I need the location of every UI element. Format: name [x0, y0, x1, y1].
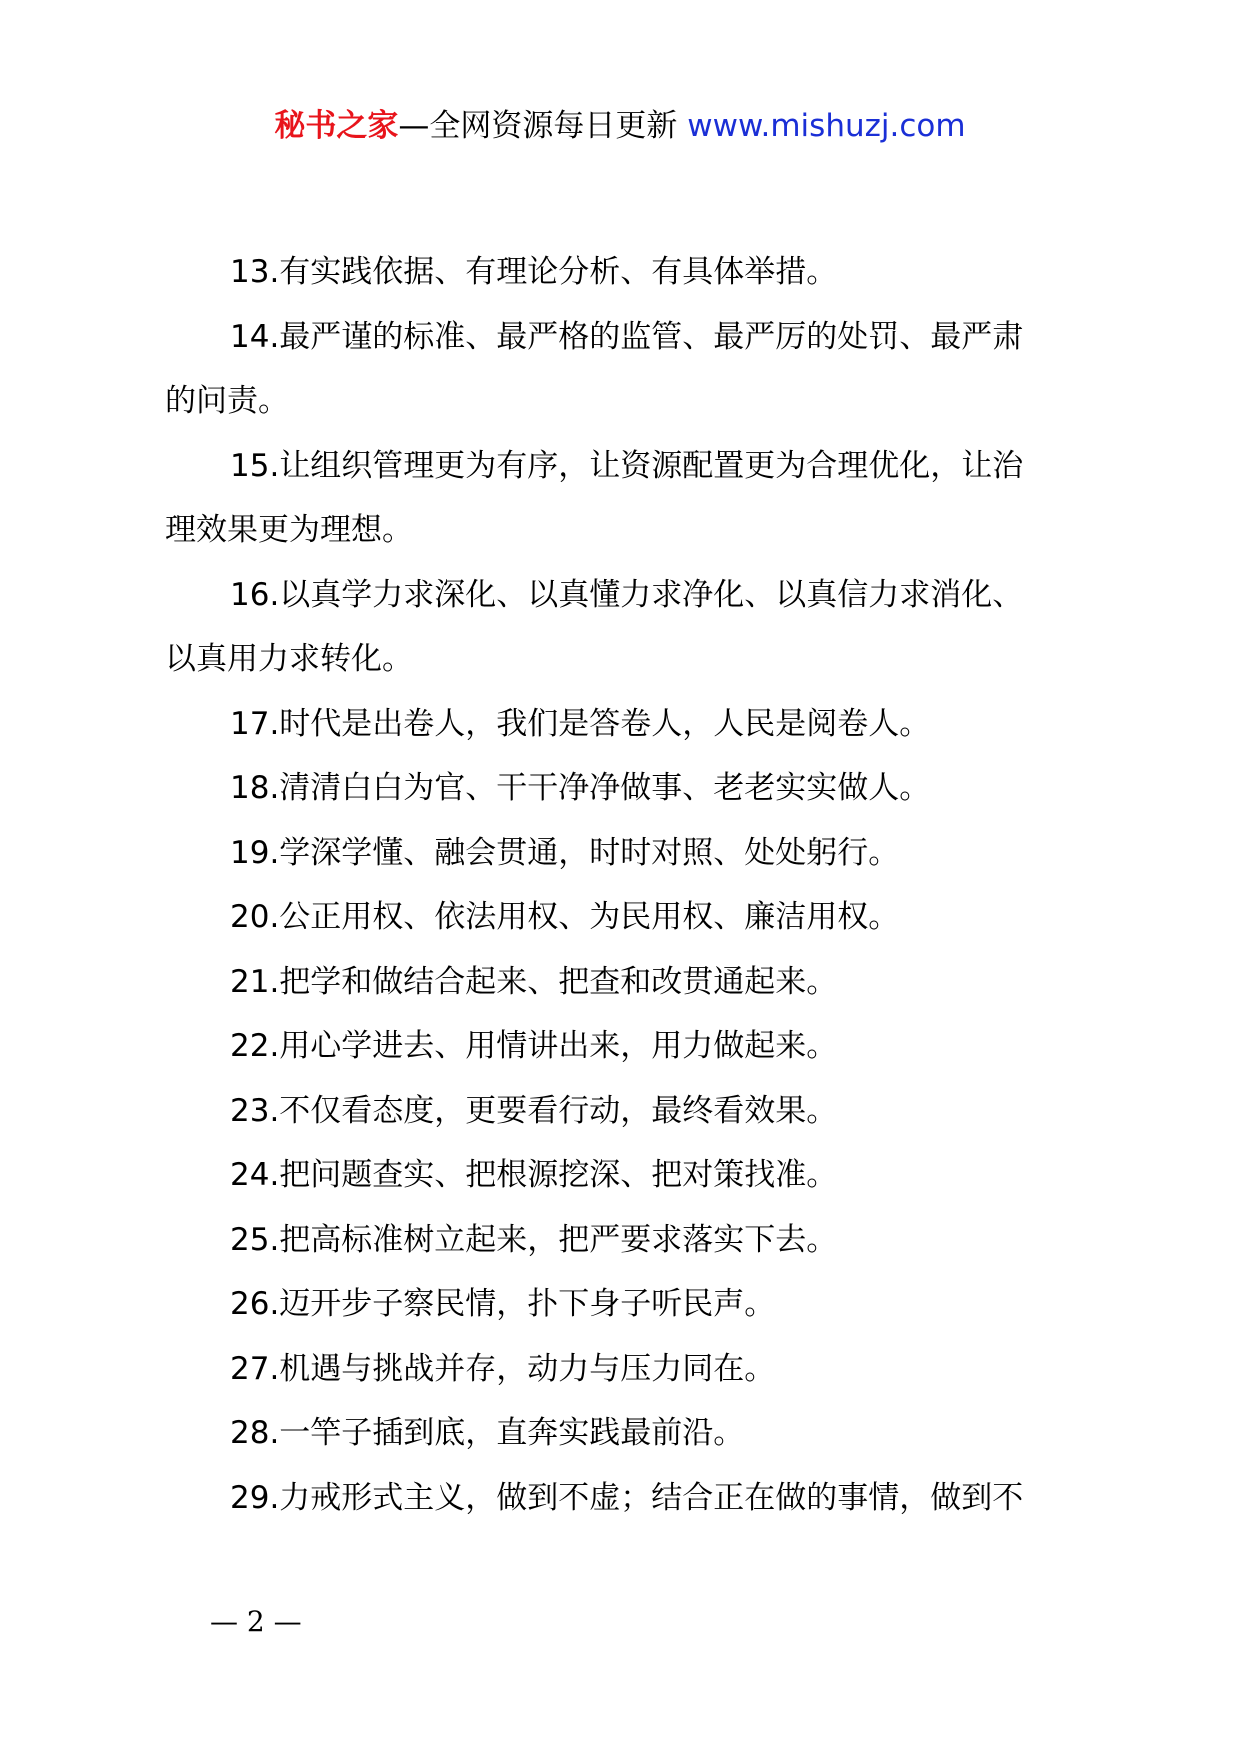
document-body — [165, 240, 1085, 1530]
brand-name: 秘书之家 — [274, 108, 399, 144]
header-slogan: —全网资源每日更新 — [398, 108, 688, 144]
text-line: 19.学深学懂、融会贯通，时时对照、处处躬行。 — [230, 834, 900, 871]
text-line: 23.不仅看态度，更要看行动，最终看效果。 — [230, 1092, 838, 1129]
site-header — [0, 100, 1240, 145]
page-number: — 2 — — [210, 1605, 302, 1638]
text-line: 21.把学和做结合起来、把查和改贯通起来。 — [230, 963, 838, 1000]
text-line: 29.力戒形式主义，做到不虚；结合正在做的事情，做到不 — [230, 1479, 1024, 1516]
text-line: 17.时代是出卷人，我们是答卷人，人民是阅卷人。 — [230, 705, 931, 742]
text-line: 13.有实践依据、有理论分析、有具体举措。 — [230, 254, 838, 290]
text-line: 25.把高标准树立起来，把严要求落实下去。 — [230, 1221, 838, 1258]
text-line: 以真用力求转化。 — [165, 641, 413, 677]
text-line: 15.让组织管理更为有序，让资源配置更为合理优化，让治 — [230, 447, 1024, 484]
text-line: 理效果更为理想。 — [165, 512, 413, 548]
text-line: 14.最严谨的标准、最严格的监管、最严厉的处罚、最严肃 — [230, 318, 1024, 355]
text-line: 24.把问题查实、把根源挖深、把对策找准。 — [230, 1157, 838, 1193]
text-line: 的问责。 — [165, 383, 289, 419]
text-line: 16.以真学力求深化、以真懂力求净化、以真信力求消化、 — [230, 576, 1024, 613]
text-line: 28.一竿子插到底，直奔实践最前沿。 — [230, 1415, 745, 1451]
text-line: 20.公正用权、依法用权、为民用权、廉洁用权。 — [230, 899, 900, 935]
website-link[interactable]: www.mishuzj.com — [687, 108, 966, 144]
text-line: 18.清清白白为官、干干净净做事、老老实实做人。 — [230, 770, 931, 806]
text-line: 22.用心学进去、用情讲出来，用力做起来。 — [230, 1028, 838, 1064]
text-line: 27.机遇与挑战并存，动力与压力同在。 — [230, 1350, 776, 1387]
text-line: 26.迈开步子察民情，扑下身子听民声。 — [230, 1286, 776, 1322]
